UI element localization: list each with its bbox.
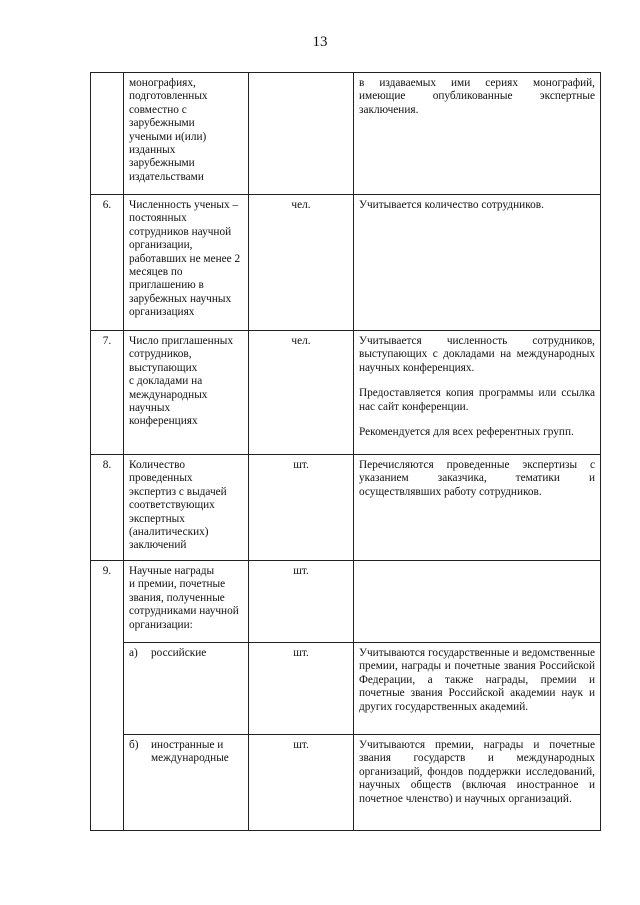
note-paragraph: Перечисляются проведенные экспертизы с указанием заказчика, тематики и осуществлявших работу сотрудников. xyxy=(359,459,595,498)
subitem-letter: а) xyxy=(129,647,138,659)
subitem-letter: б) xyxy=(129,739,139,751)
indicator-name xyxy=(124,455,249,561)
indicator-name-text: Численность ученых – постоянных сотрудников научной организации, работавших не менее 2 месяцев по приглашению в зарубежных научных организациях xyxy=(129,199,241,319)
subitem-label: иностранные и международные xyxy=(151,739,229,765)
indicator-name-text: Научные награды и премии, почетные звания, полученные сотрудниками научной организации: xyxy=(129,565,239,631)
note-cell xyxy=(354,331,601,455)
indicator-name-text: Количество проведенных экспертиз с выдачей соответствующих экспертных (аналитических) заключений xyxy=(129,459,227,552)
row-number: 9. xyxy=(91,561,124,831)
subitem-cell xyxy=(124,735,249,831)
indicator-name xyxy=(124,195,249,331)
table-subrow xyxy=(91,735,601,831)
note-cell xyxy=(354,73,601,195)
indicators-table xyxy=(90,72,601,831)
unit-cell: шт. xyxy=(249,455,354,561)
table-row xyxy=(91,561,601,643)
note-cell xyxy=(354,195,601,331)
note-cell xyxy=(354,643,601,735)
table-row xyxy=(91,195,601,331)
table-row xyxy=(91,331,601,455)
note-cell xyxy=(354,735,601,831)
subitem-label: российские xyxy=(151,647,207,659)
note-cell xyxy=(354,455,601,561)
indicator-name-text: монографиях, подготовленных совместно с зарубежными учеными и(или) изданных зарубежными издательствами xyxy=(129,77,208,183)
note-paragraph: Учитываются премии, награды и почетные звания государств и международных организаций, фондов поддержки исследований, научных обществ (включая иностранное и почетное членство) и научных организаций. xyxy=(359,739,595,805)
note-paragraph: Предоставляется копия программы или ссылка нас сайт конференции. xyxy=(359,387,595,413)
table-row xyxy=(91,73,601,195)
unit-cell: чел. xyxy=(249,195,354,331)
unit-cell: шт. xyxy=(249,643,354,735)
note-paragraph: Учитываются государственные и ведомственные премии, награды и почетные звания Российской Федерации, а также награды, премии и почетные звания Российской академии наук и других государственных академий. xyxy=(359,647,595,713)
row-number: 8. xyxy=(91,455,124,561)
note-paragraph: Учитывается количество сотрудников. xyxy=(359,199,544,211)
unit-cell: шт. xyxy=(249,735,354,831)
unit-cell: чел. xyxy=(249,331,354,455)
unit-cell: шт. xyxy=(249,561,354,643)
note-cell xyxy=(354,561,601,643)
note-paragraph: Учитывается численность сотрудников, выступающих с докладами на международных научных конференциях. xyxy=(359,335,595,374)
page-number: 13 xyxy=(312,34,328,50)
note-paragraph: Рекомендуется для всех референтных групп. xyxy=(359,426,574,439)
row-number xyxy=(91,73,124,195)
indicator-name xyxy=(124,561,249,643)
row-number: 7. xyxy=(91,331,124,455)
subitem-cell xyxy=(124,643,249,735)
table-row xyxy=(91,455,601,561)
table-subrow xyxy=(91,643,601,735)
indicator-name-text: Число приглашенных сотрудников, выступающих с докладами на международных научных конференциях xyxy=(129,335,234,428)
indicator-name xyxy=(124,73,249,195)
note-paragraph: в издаваемых ими сериях монографий, имеющие опубликованные экспертные заключения. xyxy=(359,77,595,116)
indicator-name xyxy=(124,331,249,455)
unit-cell xyxy=(249,73,354,195)
row-number: 6. xyxy=(91,195,124,331)
